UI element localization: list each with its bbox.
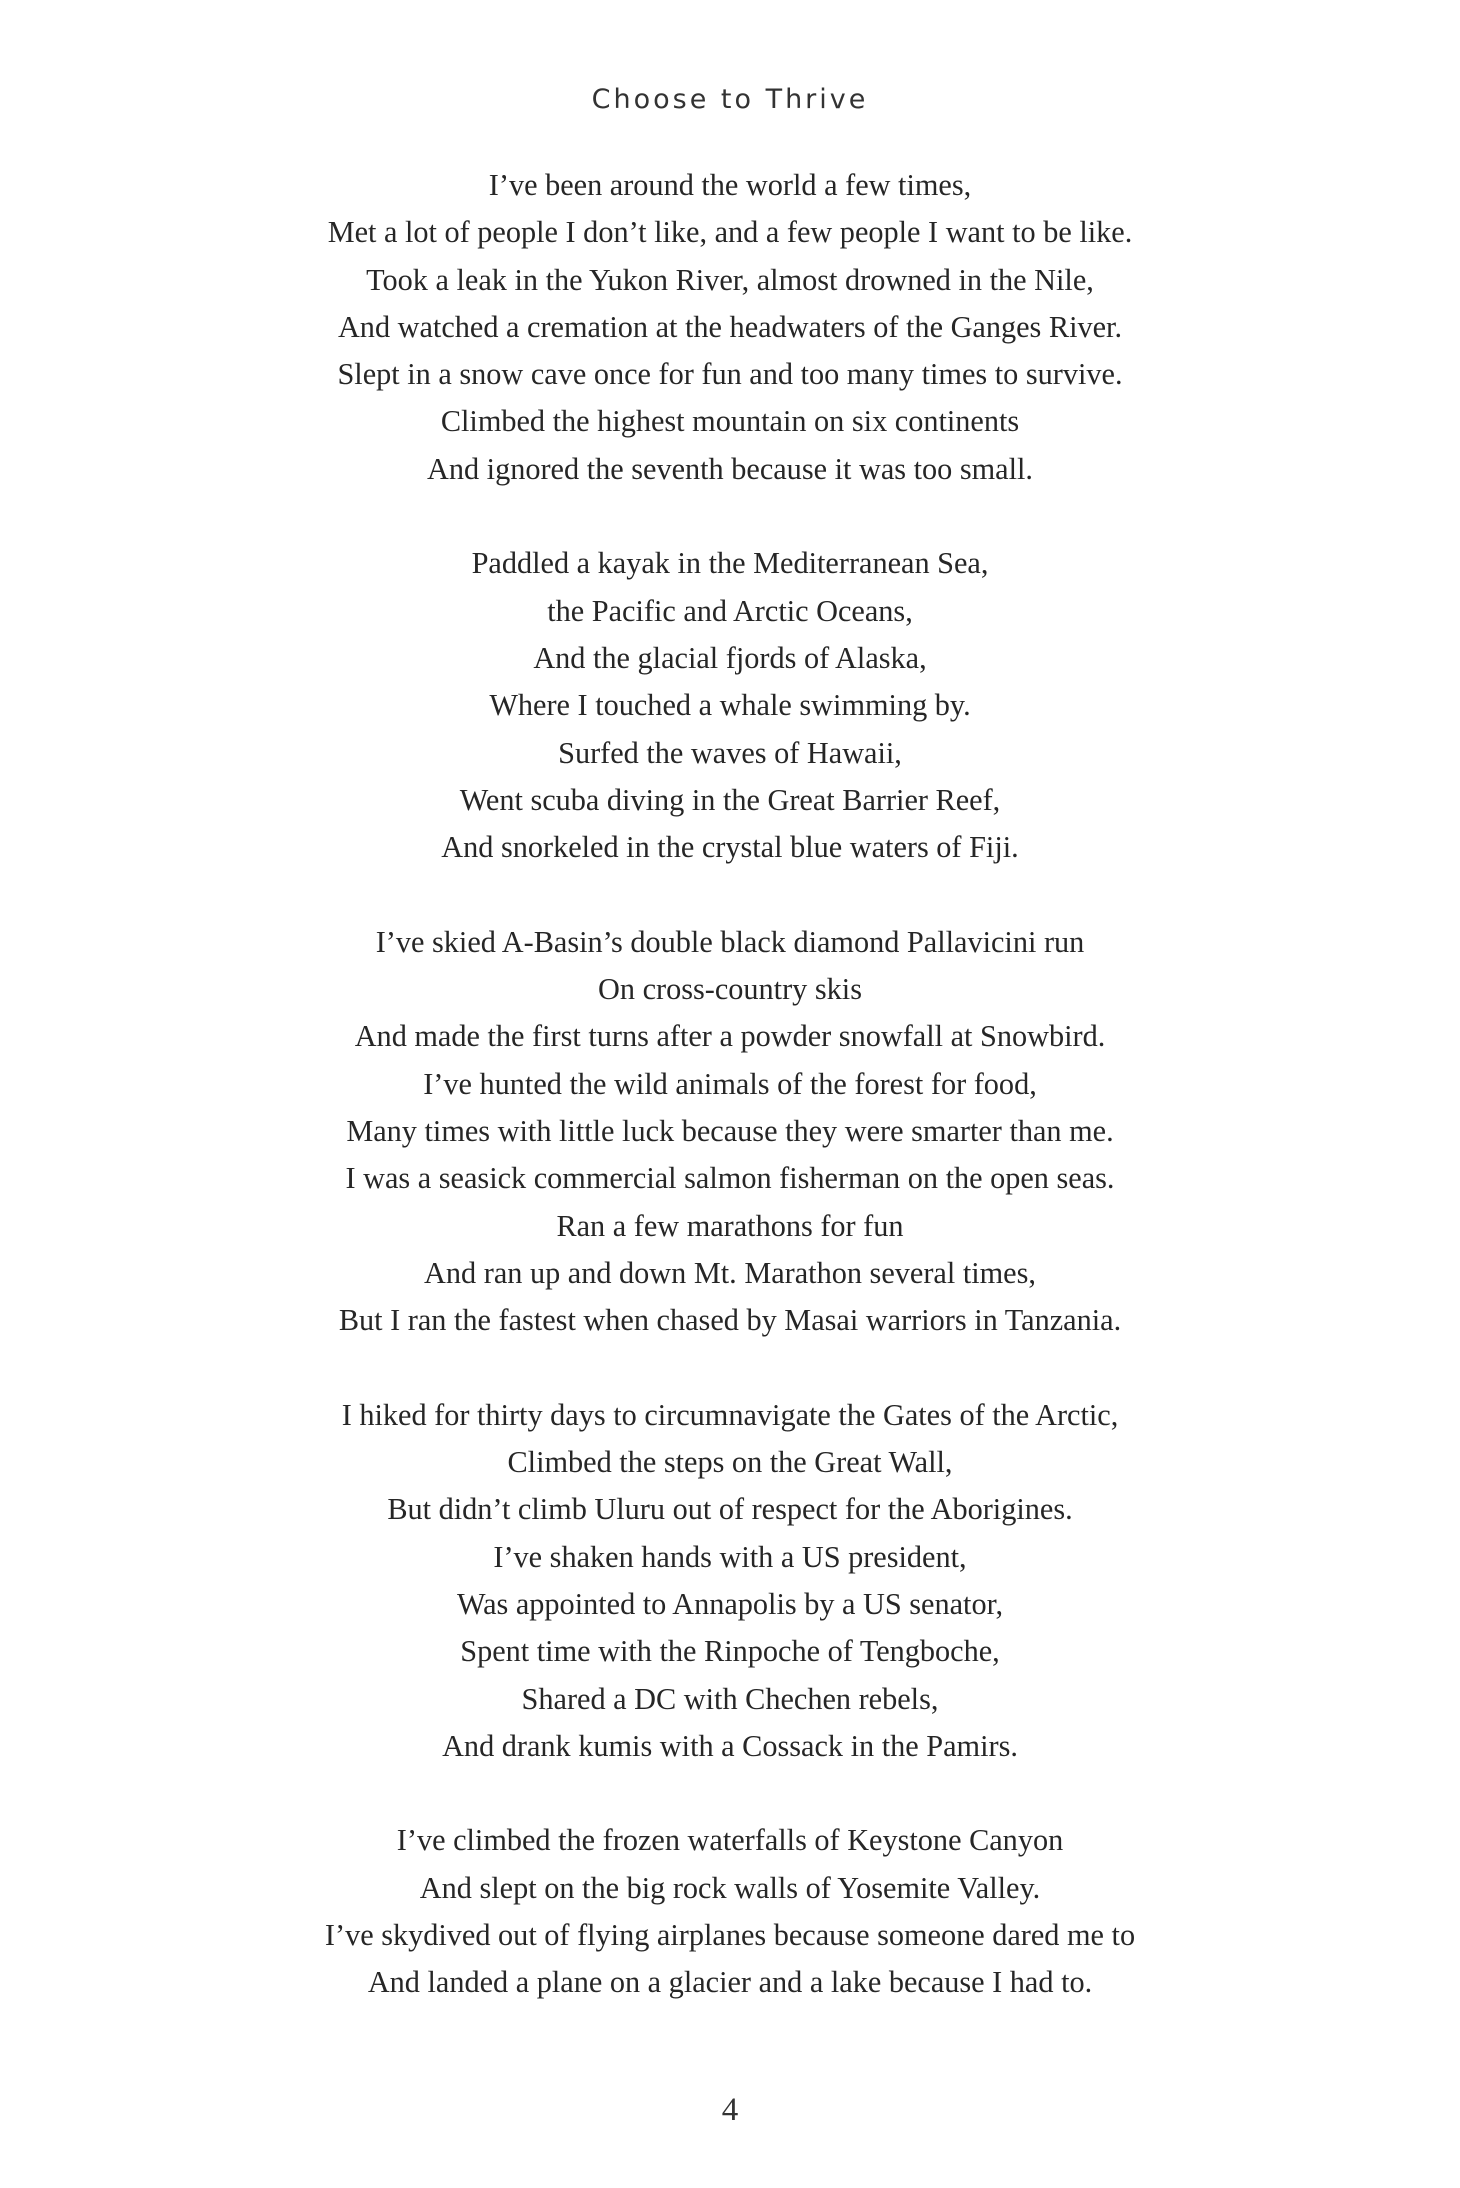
poem-line: And the glacial fjords of Alaska, [533,640,927,675]
poem-line: And ignored the seventh because it was too small. [426,451,1033,486]
poem-line: Climbed the highest mountain on six continents [440,404,1020,439]
poem-line: But didn’t climb Uluru out of respect for the Aborigines. [387,1492,1073,1527]
page-number: 4 [721,2092,739,2128]
poem-line: Went scuba diving in the Great Barrier Reef, [459,782,1001,817]
poem-line: I’ve skied A-Basin’s double black diamond Pallavicini run [375,924,1085,959]
poem-line: Surfed the waves of Hawaii, [558,735,902,770]
poem-line: On cross-country skis [598,972,862,1007]
poem-line: Took a leak in the Yukon River, almost drowned in the Nile, [366,262,1094,297]
running-header: Choose to Thrive [591,84,869,115]
poem-line: And ran up and down Mt. Marathon several times, [424,1255,1036,1290]
poem-line: I hiked for thirty days to circumnavigate the Gates of the Arctic, [341,1397,1119,1432]
poem-line: But I ran the fastest when chased by Masai warriors in Tanzania. [338,1303,1122,1338]
poem-line: And made the first turns after a powder snowfall at Snowbird. [354,1019,1106,1054]
poem-line: the Pacific and Arctic Oceans, [547,593,913,628]
poem-line: I’ve climbed the frozen waterfalls of Keystone Canyon [396,1823,1064,1858]
poem-line: I’ve been around the world a few times, [488,168,972,202]
poem-line: And landed a plane on a glacier and a lake because I had to. [367,1965,1093,2000]
poem-line: Spent time with the Rinpoche of Tengboche, [460,1634,1000,1669]
poem-line: Where I touched a whale swimming by. [489,688,971,723]
poem-line: Many times with little luck because they were smarter than me. [346,1113,1114,1148]
poem-line: Climbed the steps on the Great Wall, [507,1445,953,1480]
poem-stanza [0,1817,1460,2006]
poem-stanza [0,540,1460,871]
poem-line: And snorkeled in the crystal blue waters of Fiji. [441,830,1019,865]
poem-line: I’ve hunted the wild animals of the forest for food, [423,1066,1037,1101]
poem-line: Slept in a snow cave once for fun and too many times to survive. [337,357,1123,392]
poem-line: Ran a few marathons for fun [556,1208,904,1243]
poem-line: And slept on the big rock walls of Yosemite Valley. [419,1870,1041,1905]
poem-stanza [0,162,1460,493]
poem-line: Paddled a kayak in the Mediterranean Sea, [471,546,989,581]
poem-line: And drank kumis with a Cossack in the Pamirs. [442,1728,1018,1763]
poem-line: Met a lot of people I don’t like, and a few people I want to be like. [327,215,1133,250]
poem-line: I’ve shaken hands with a US president, [493,1539,967,1574]
poem-line: I’ve skydived out of flying airplanes because someone dared me to [324,1917,1136,1952]
poem-line: I was a seasick commercial salmon fisherman on the open seas. [345,1161,1115,1196]
poem-line: Was appointed to Annapolis by a US senator, [456,1586,1004,1621]
poem-line: Shared a DC with Chechen rebels, [521,1681,939,1716]
poem-stanza [0,1392,1460,1770]
poem-stanza [0,919,1460,1345]
poem-line: And watched a cremation at the headwaters of the Ganges River. [337,309,1123,344]
poem-body [0,162,1460,2007]
